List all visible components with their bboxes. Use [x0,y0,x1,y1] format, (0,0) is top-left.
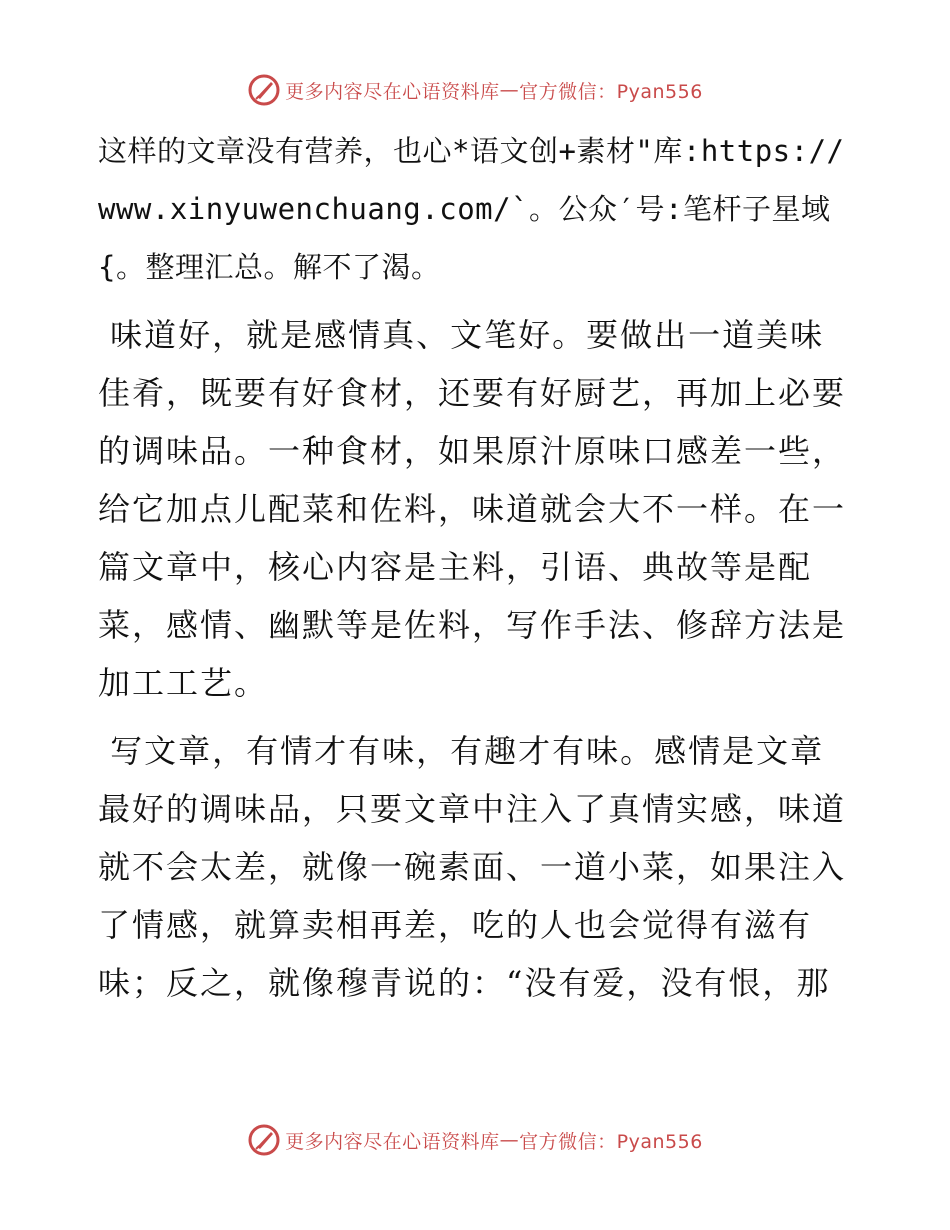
quill-logo-icon [247,73,281,107]
header-subtitle: 官方微信：Pyan556 [519,80,703,103]
footer-logo-text: 更多内容尽在心语资料库 [285,1130,500,1153]
footer-subtitle: 官方微信：Pyan556 [519,1130,703,1153]
footer-banner [0,1120,950,1160]
header-logo-text: 更多内容尽在心语资料库 [285,80,500,103]
paragraph-3: 写文章，有情才有味，有趣才有味。感情是文章最好的调味品，只要文章中注入了真情实感，味道就不会太差，就像一碗素面、一道小菜，如果注入了情感，就算卖相再差，吃的人也会觉得有滋有味；反之，就像穆青说的：“没有爱，没有恨，那 [98,732,847,1002]
paragraph-1: 这样的文章没有营养，也心*语文创+素材"库:https://www.xinyuwenchuang.com/`。公众′号:笔杆子星域{。整理汇总。解不了渴。 [98,134,845,284]
footer-separator: — [499,1129,520,1151]
document-body [98,122,858,1012]
header-banner [0,70,950,110]
header-separator: — [499,79,520,101]
quill-logo-icon [247,1123,281,1157]
paragraph-2: 味道好，就是感情真、文笔好。要做出一道美味佳肴，既要有好食材，还要有好厨艺，再加上必要的调味品。一种食材，如果原汁原味口感差一些，给它加点儿配菜和佐料，味道就会大不一样。在一篇文章中，核心内容是主料，引语、典故等是配菜，感情、幽默等是佐料，写作手法、修辞方法是加工工艺。 [98,316,847,702]
